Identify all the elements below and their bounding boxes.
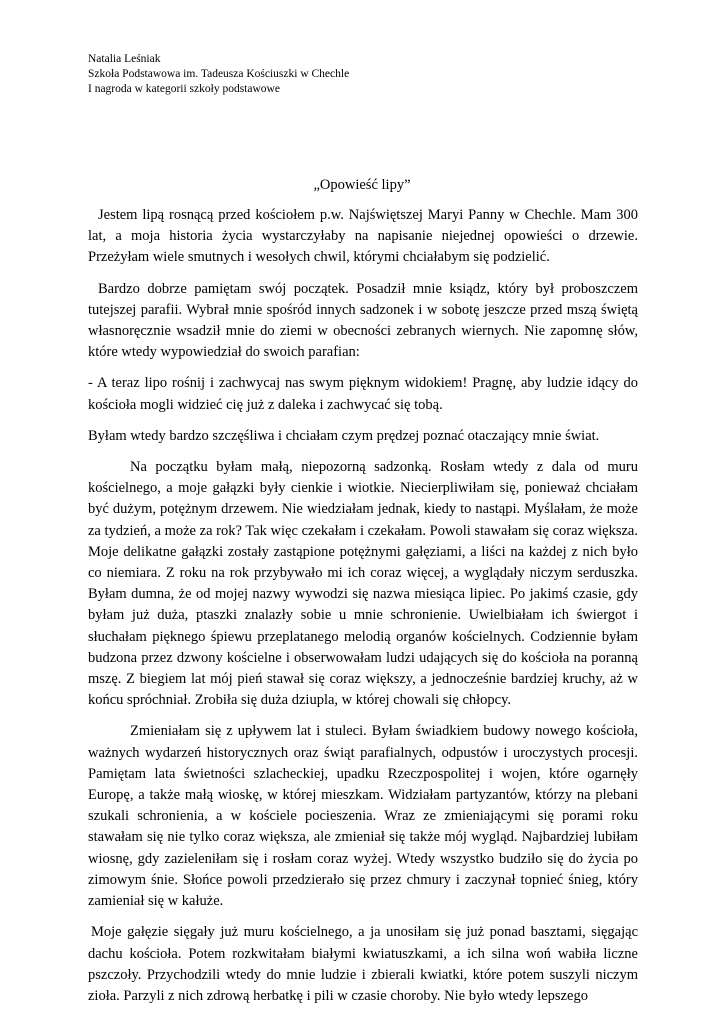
paragraph: Na początku byłam małą, niepozorną sadzonką. Rosłam wtedy z dala od muru kościelnego, a moje gałązki były cienkie i wiotkie. Niecierpliwiłam się, ponieważ chciałam być dużym, potężnym drzewem. Nie wiedziałam jednak, kiedy to nastąpi. Myślałam, że może za tydzień, a może za rok? Tak więc czekałam i czekałam. Powoli stawałam się coraz większa. Moje delikatne gałązki zostały zastąpione potężnymi gałęziami, a liści na każdej z nich było co niemiara. Z roku na rok przybywało mi ich coraz więcej, a wyglądały niczym serduszka. Byłam dumna, że od mojej nazwy wywodzi się nazwa miesiąca lipiec. Po jakimś czasie, gdy byłam już duża, ptaszki znalazły sobie u mnie schronienie. Uwielbiałam ich świergot i słuchałam pięknego śpiewu przeplatanego melodią organów kościelnych. Codziennie byłam budzona przez dzwony kościelne i obserwowałam ludzi udających się do kościoła na poranną mszę. Z biegiem lat mój pień stawał się coraz większy, a jednocześnie bardziej kruchy, aż w końcu spróchniał. Zrobiła się duża dziupla, w której chowali się chłopcy. xyxy=(88,459,638,709)
school-name: Szkoła Podstawowa im. Tadeusza Kościuszki w Chechle xyxy=(88,68,350,80)
paragraph: Zmieniałam się z upływem lat i stuleci. Byłam świadkiem budowy nowego kościoła, ważnych wydarzeń historycznych oraz świąt parafialnych, odpustów i uroczystych procesji. Pamiętam lata świetności szlacheckiej, upadku Rzeczpospolitej i wojen, które ogarnęły Europę, a także małą wioskę, w której mieszkam. Widziałam partyzantów, którzy na plebani szukali schronienia, a w kościele pocieszenia. Wraz ze zmieniającymi się porami roku stawałam się nie tylko coraz większa, ale zmieniał się także mój wygląd. Najbardziej lubiłam wiosnę, gdy zazieleniłam się i rosłam coraz wyżej. Wtedy wszystko budziło się do życia po zimowym śnie. Słońce powoli przedzierało się przez chmury i zaczynał topnieć śnieg, który zamieniał się w kałuże. xyxy=(88,723,638,910)
story-body xyxy=(88,205,638,1017)
paragraph: - A teraz lipo rośnij i zachwycaj nas swym pięknym widokiem! Pragnę, aby ludzie idący do kościoła mogli widzieć cię już z daleka i zachwycać się tobą. xyxy=(88,375,638,413)
paragraph: Moje gałęzie sięgały już muru kościelnego, a ja unosiłam się już ponad basztami, sięgając dachu kościoła. Potem rozkwitałam białymi kwiatuszkami, a ich silna woń wabiła liczne pszczoły. Przychodzili wtedy do mnie ludzie i zbierali kwiatki, które potem suszyli niczym zioła. Parzyli z nich zdrową herbatkę i pili w czasie choroby. Nie było wtedy lepszego xyxy=(88,924,638,1004)
story-title: „Opowieść lipy” xyxy=(313,177,411,193)
paragraph: Jestem lipą rosnącą przed kościołem p.w. Najświętszej Maryi Panny w Chechle. Mam 300 lat, a moja historia życia wystarczyłaby na napisanie niejednej opowieści o drzewie. Przeżyłam wiele smutnych i wesołych chwil, którymi chciałabym się podzielić. xyxy=(88,207,638,266)
award-line: I nagroda w kategorii szkoły podstawowe xyxy=(88,83,280,95)
paragraph: Bardzo dobrze pamiętam swój początek. Posadził mnie ksiądz, który był proboszczem tutejszej parafii. Wybrał mnie spośród innych sadzonek i w sobotę jeszcze przed mszą świętą własnoręcznie wsadził mnie do ziemi w obecności zebranych wiernych. Nie zapomnę słów, które wtedy wypowiedział do swoich parafian: xyxy=(88,280,638,361)
document-header xyxy=(88,52,349,97)
author-name: Natalia Leśniak xyxy=(88,53,161,65)
paragraph: Byłam wtedy bardzo szczęśliwa i chciałam czym prędzej poznać otaczający mnie świat. xyxy=(88,427,600,444)
